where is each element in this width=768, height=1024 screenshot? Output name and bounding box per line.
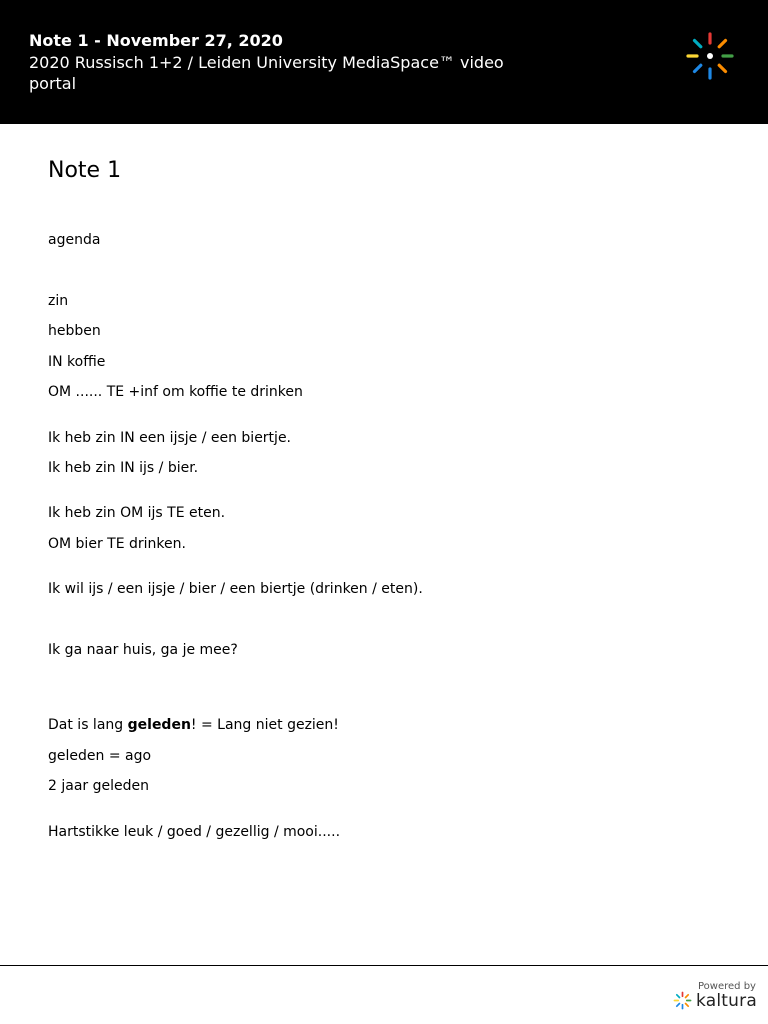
page-title: Note 1 - November 27, 2020 bbox=[29, 31, 283, 50]
note-line-ijs-bier: Ik heb zin IN ijs / bier. bbox=[48, 460, 199, 476]
note-line-twee-jaar: 2 jaar geleden bbox=[48, 778, 149, 794]
note-line-hartstikke: Hartstikke leuk / goed / gezellig / mooi..... bbox=[48, 824, 341, 840]
note-line-ik-wil: Ik wil ijs / een ijsje / bier / een biertje (drinken / eten). bbox=[48, 581, 423, 597]
page-subtitle: 2020 Russisch 1+2 / Leiden University MediaSpace™ video portal bbox=[29, 53, 504, 93]
kaltura-brand: kaltura bbox=[696, 991, 757, 1011]
note-line-ijsje-biertje: Ik heb zin IN een ijsje / een biertje. bbox=[48, 430, 292, 446]
note-line-in-koffie: IN koffie bbox=[48, 354, 106, 370]
powered-by-label: Powered by bbox=[698, 981, 756, 992]
note-line-zin: zin bbox=[48, 293, 69, 309]
note-title: Note 1 bbox=[48, 158, 122, 183]
header-bar bbox=[0, 0, 768, 124]
note-line-hebben: hebben bbox=[48, 323, 101, 339]
note-line-lang-bold: geleden bbox=[127, 717, 191, 733]
note-line-om-te: OM ...... TE +inf om koffie te drinken bbox=[48, 384, 303, 400]
note-line-om-ijs-eten: Ik heb zin OM ijs TE eten. bbox=[48, 505, 226, 521]
note-line-naar-huis: Ik ga naar huis, ga je mee? bbox=[48, 642, 238, 658]
note-line-geleden-ago: geleden = ago bbox=[48, 748, 152, 764]
note-line-lang-prefix: Dat is lang bbox=[48, 717, 128, 733]
kaltura-burst-icon bbox=[684, 30, 736, 82]
note-line-lang-suffix: ! = Lang niet gezien! bbox=[190, 717, 339, 733]
note-line-agenda: agenda bbox=[48, 232, 101, 248]
note-line-om-bier-drinken: OM bier TE drinken. bbox=[48, 536, 186, 552]
note-line-lang-geleden bbox=[48, 716, 339, 734]
footer-divider bbox=[0, 965, 768, 966]
kaltura-burst-icon bbox=[673, 991, 692, 1010]
